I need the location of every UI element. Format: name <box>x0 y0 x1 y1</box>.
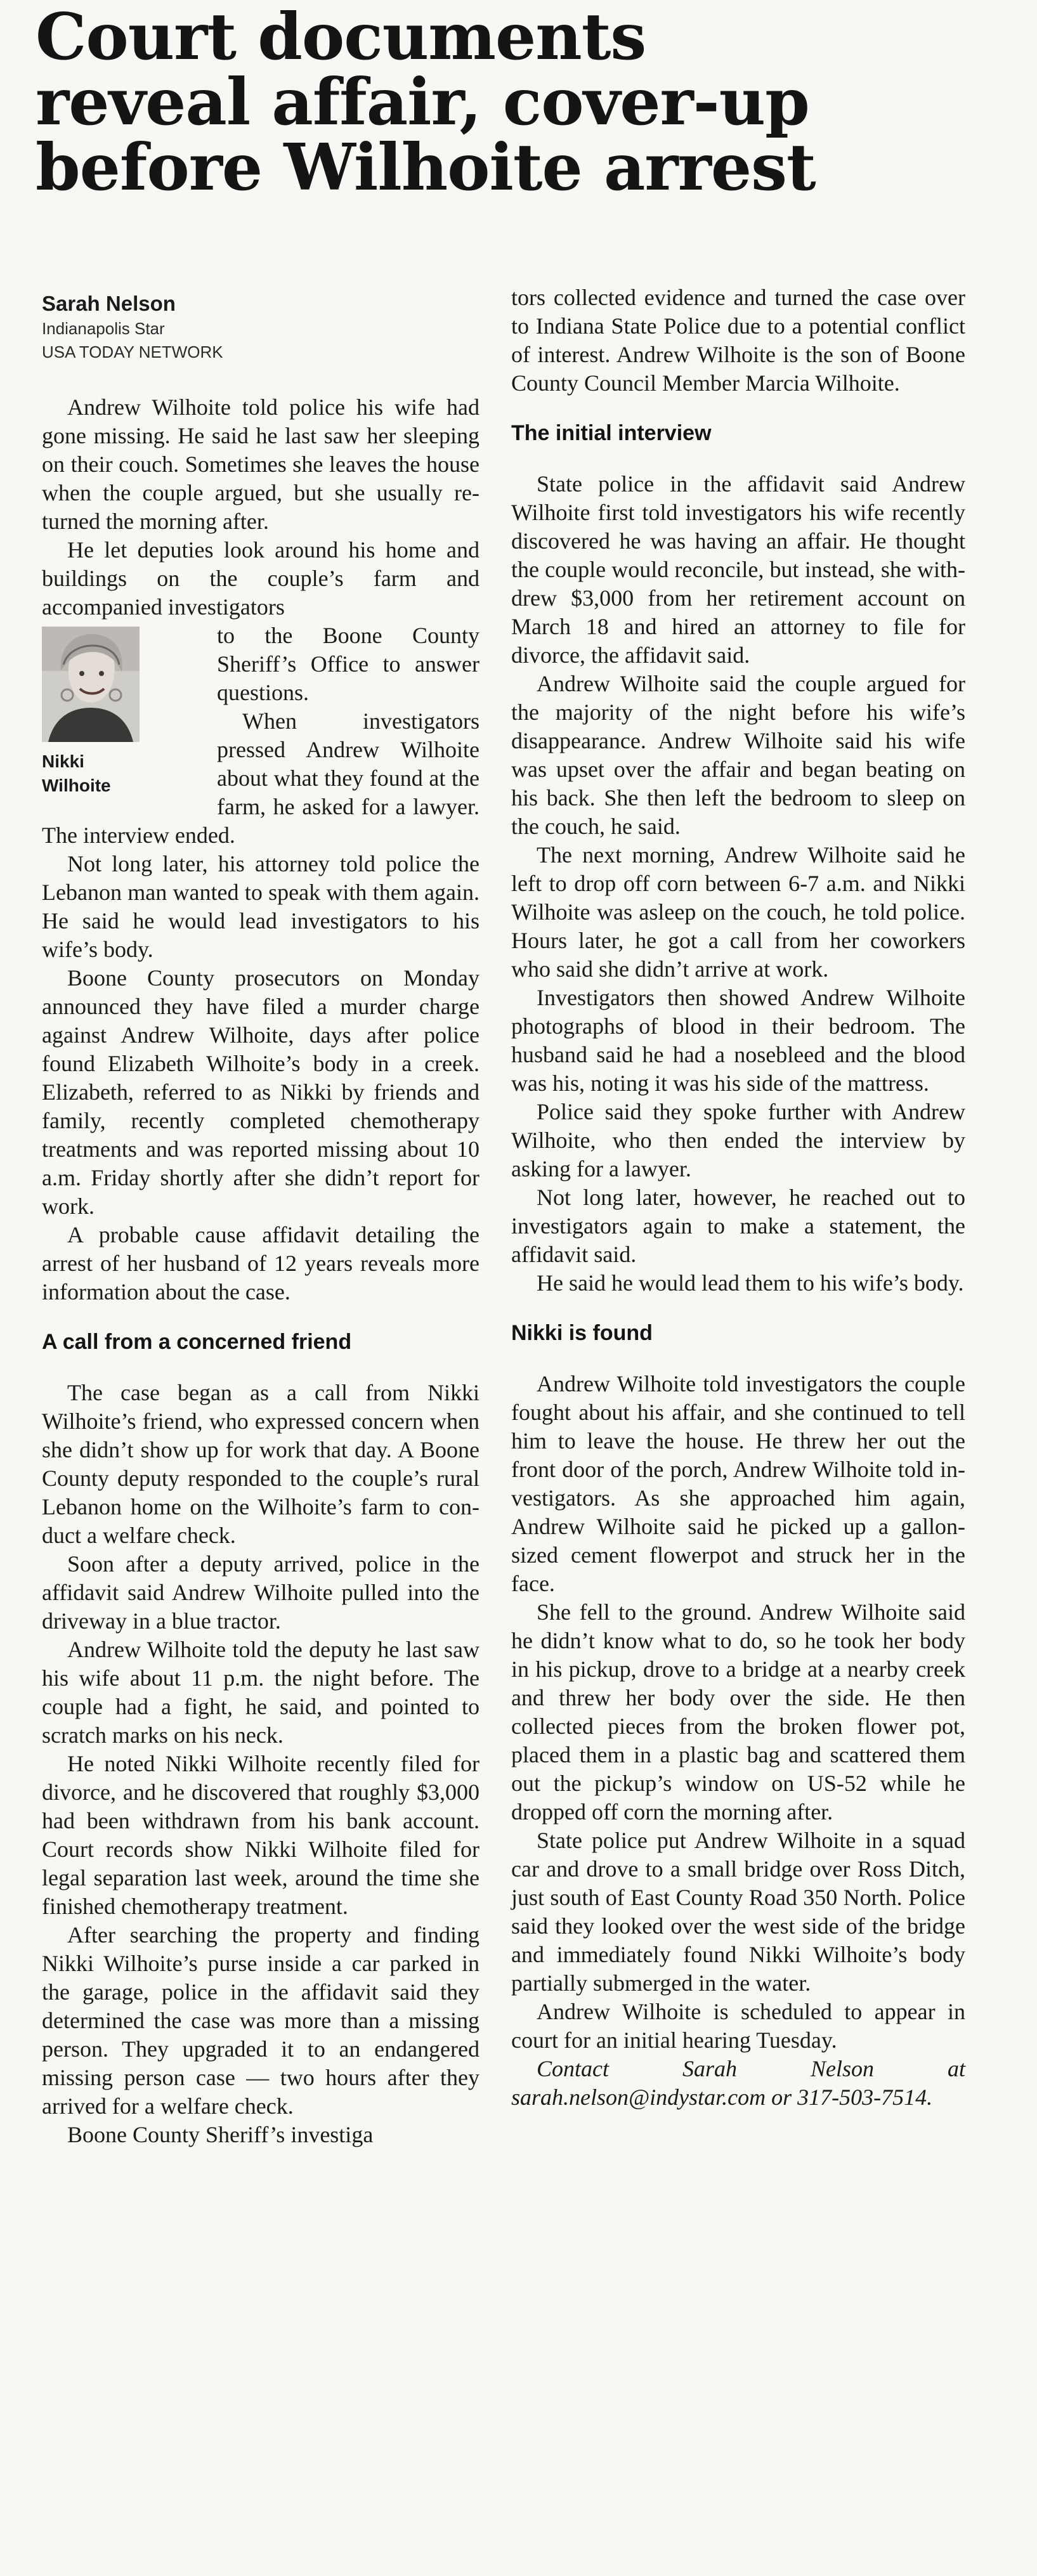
headline-line-2: reveal affair, cover-up <box>36 64 809 140</box>
portrait-image <box>42 627 140 742</box>
article-column-right <box>511 283 965 2112</box>
paragraph: She fell to the ground. Andrew Wilhoite said he didn’t know what to do, so he took her body in his pickup, drove to a bridge at a nearby creek and threw her body over the side. He then collected pieces from the broken flower pot, placed them in a plastic bag and scattered them out the pickup’s window on US-52 while he dropped off corn the morning after. <box>511 1599 965 1825</box>
paragraph: State police put Andrew Wilhoite in a squad car and drove to a small bridge over Ross Ditch, just south of East County Road 350 North. Police said they looked over the west side of the bridge and immediately found Nikki Wilhoite’s body partially submerged in the water. <box>511 1828 965 1996</box>
paragraph: The next morning, Andrew Wilhoite said he left to drop off corn between 6-7 a.m. and Nikki Wilhoite was asleep on the couch, he told police. Hours later, he got a call from her coworkers who said she didn’t arrive at work. <box>511 842 965 982</box>
paragraph: Andrew Wilhoite told the deputy he last saw his wife about 11 p.m. the night before. The couple had a fight, he said, and pointed to scratch marks on his neck. <box>42 1637 479 1748</box>
paragraph: Andrew Wilhoite told police his wife had gone missing. He said he last saw her sleeping on their couch. Sometimes she leaves the house when the couple argued, but she usually returned the morning after. <box>42 394 479 534</box>
paragraph: Not long later, his attorney told police the Lebanon man wanted to speak with them again. He said he would lead investigators to his wife’s body. <box>42 851 479 962</box>
photo-caption <box>42 750 199 798</box>
paragraph: When investigators pressed Andrew Wilhoite about what they found at the farm, he asked for a lawyer. The interview ended. <box>42 708 479 848</box>
subhead-concerned-friend: A call from a concerned friend <box>42 1330 352 1354</box>
paragraph: Boone County prosecutors on Monday announced they have filed a murder charge against Andrew Wilhoite, days after police found Elizabeth Wilhoite’s body in a creek. Elizabeth, referred to as Nikki by friends and family, recently completed chemotherapy treatments and was reported missing about 10 a.m. Friday shortly after she didn’t report for work. <box>42 965 479 1219</box>
paragraph: tors collected evidence and turned the case over to Indiana State Police due to a potential conflict of interest. Andrew Wilhoite is the son of Boone County Council Member Marcia Wilhoite. <box>511 285 965 396</box>
paragraph: A probable cause affidavit detailing the arrest of her husband of 12 years reveals more information about the case. <box>42 1222 479 1304</box>
headline <box>36 0 1012 205</box>
paragraph: Andrew Wilhoite said the couple argued for the majority of the night before his wife’s disappearance. Andrew Wilhoite said his wife was upset over the affair and began beating on his back. She then left the bedroom to sleep on the couch, he said. <box>511 671 965 839</box>
headline-line-1: Court documents <box>36 0 646 74</box>
paragraph: to the Boone County Sheriff’s Office to answer questions. <box>217 623 479 705</box>
article-column-left <box>42 393 479 2149</box>
byline-network: USA TODAY NETWORK <box>42 342 223 361</box>
headline-line-3: before Wilhoite arrest <box>36 129 816 205</box>
contact-line: Contact Sarah Nelson at sarah.nelson@indystar.com or 317-503-7514. <box>511 2056 965 2110</box>
byline-publication: Indianapolis Star <box>42 319 165 338</box>
paragraph: Investigators then showed Andrew Wilhoite photographs of blood in their bedroom. The husband said he had a nosebleed and the blood was his, noting it was his side of the mattress. <box>511 985 965 1096</box>
byline <box>42 290 454 364</box>
paragraph: He let deputies look around his home and buildings on the couple’s farm and accompanied investigators <box>42 537 479 620</box>
subhead-initial-interview: The initial interview <box>511 421 712 445</box>
byline-author: Sarah Nelson <box>42 292 176 315</box>
paragraph: After searching the property and finding Nikki Wilhoite’s purse inside a car parked in the garage, police in the affidavit said they determined the case was more than a missing person. They upgraded it to an endangered missing person case — two hours after they arrived for a welfare check. <box>42 1922 479 2119</box>
paragraph: He noted Nikki Wilhoite recently filed for divorce, and he discovered that roughly $3,000 had been withdrawn from his bank account. Court records show Nikki Wilhoite filed for legal separation last week, around the time she finished chemotherapy treatment. <box>42 1751 479 1919</box>
paragraph: Boone County Sheriff’s investiga <box>67 2122 374 2147</box>
subhead-nikki-found: Nikki is found <box>511 1321 653 1345</box>
caption-line-1: Nikki <box>42 751 84 771</box>
paragraph: He said he would lead them to his wife’s body. <box>537 1270 964 1296</box>
paragraph: The case began as a call from Nikki Wilhoite’s friend, who expressed concern when she didn’t show up for work that day. A Boone County deputy responded to the couple’s rural Lebanon home on the Wilhoite’s farm to conduct a welfare check. <box>42 1380 479 1548</box>
paragraph: Soon after a deputy arrived, police in the affidavit said Andrew Wilhoite pulled into the driveway in a blue tractor. <box>42 1551 479 1634</box>
photo-block <box>42 627 199 798</box>
paragraph: Not long later, however, he reached out to investigators again to make a statement, the affidavit said. <box>511 1185 965 1267</box>
paragraph: Police said they spoke further with Andrew Wilhoite, who then ended the interview by asking for a lawyer. <box>511 1099 965 1181</box>
paragraph: Andrew Wilhoite is scheduled to appear in court for an initial hearing Tuesday. <box>511 1999 965 2053</box>
paragraph: State police in the affidavit said Andrew Wilhoite first told investigators his wife recently discovered he was having an affair. He thought the couple would reconcile, but instead, she withdrew $3,000 from her retirement account on March 18 and hired an attorney to file for divorce, the affidavit said. <box>511 471 965 668</box>
portrait-photo <box>42 627 140 742</box>
caption-line-2: Wilhoite <box>42 776 111 795</box>
paragraph: Andrew Wilhoite told investigators the couple fought about his affair, and she continued to tell him to leave the house. He threw her out the front door of the porch, Andrew Wilhoite told investigators. As she approached him again, Andrew Wilhoite said he picked up a gallon-sized cement flowerpot and struck her in the face. <box>511 1371 965 1596</box>
